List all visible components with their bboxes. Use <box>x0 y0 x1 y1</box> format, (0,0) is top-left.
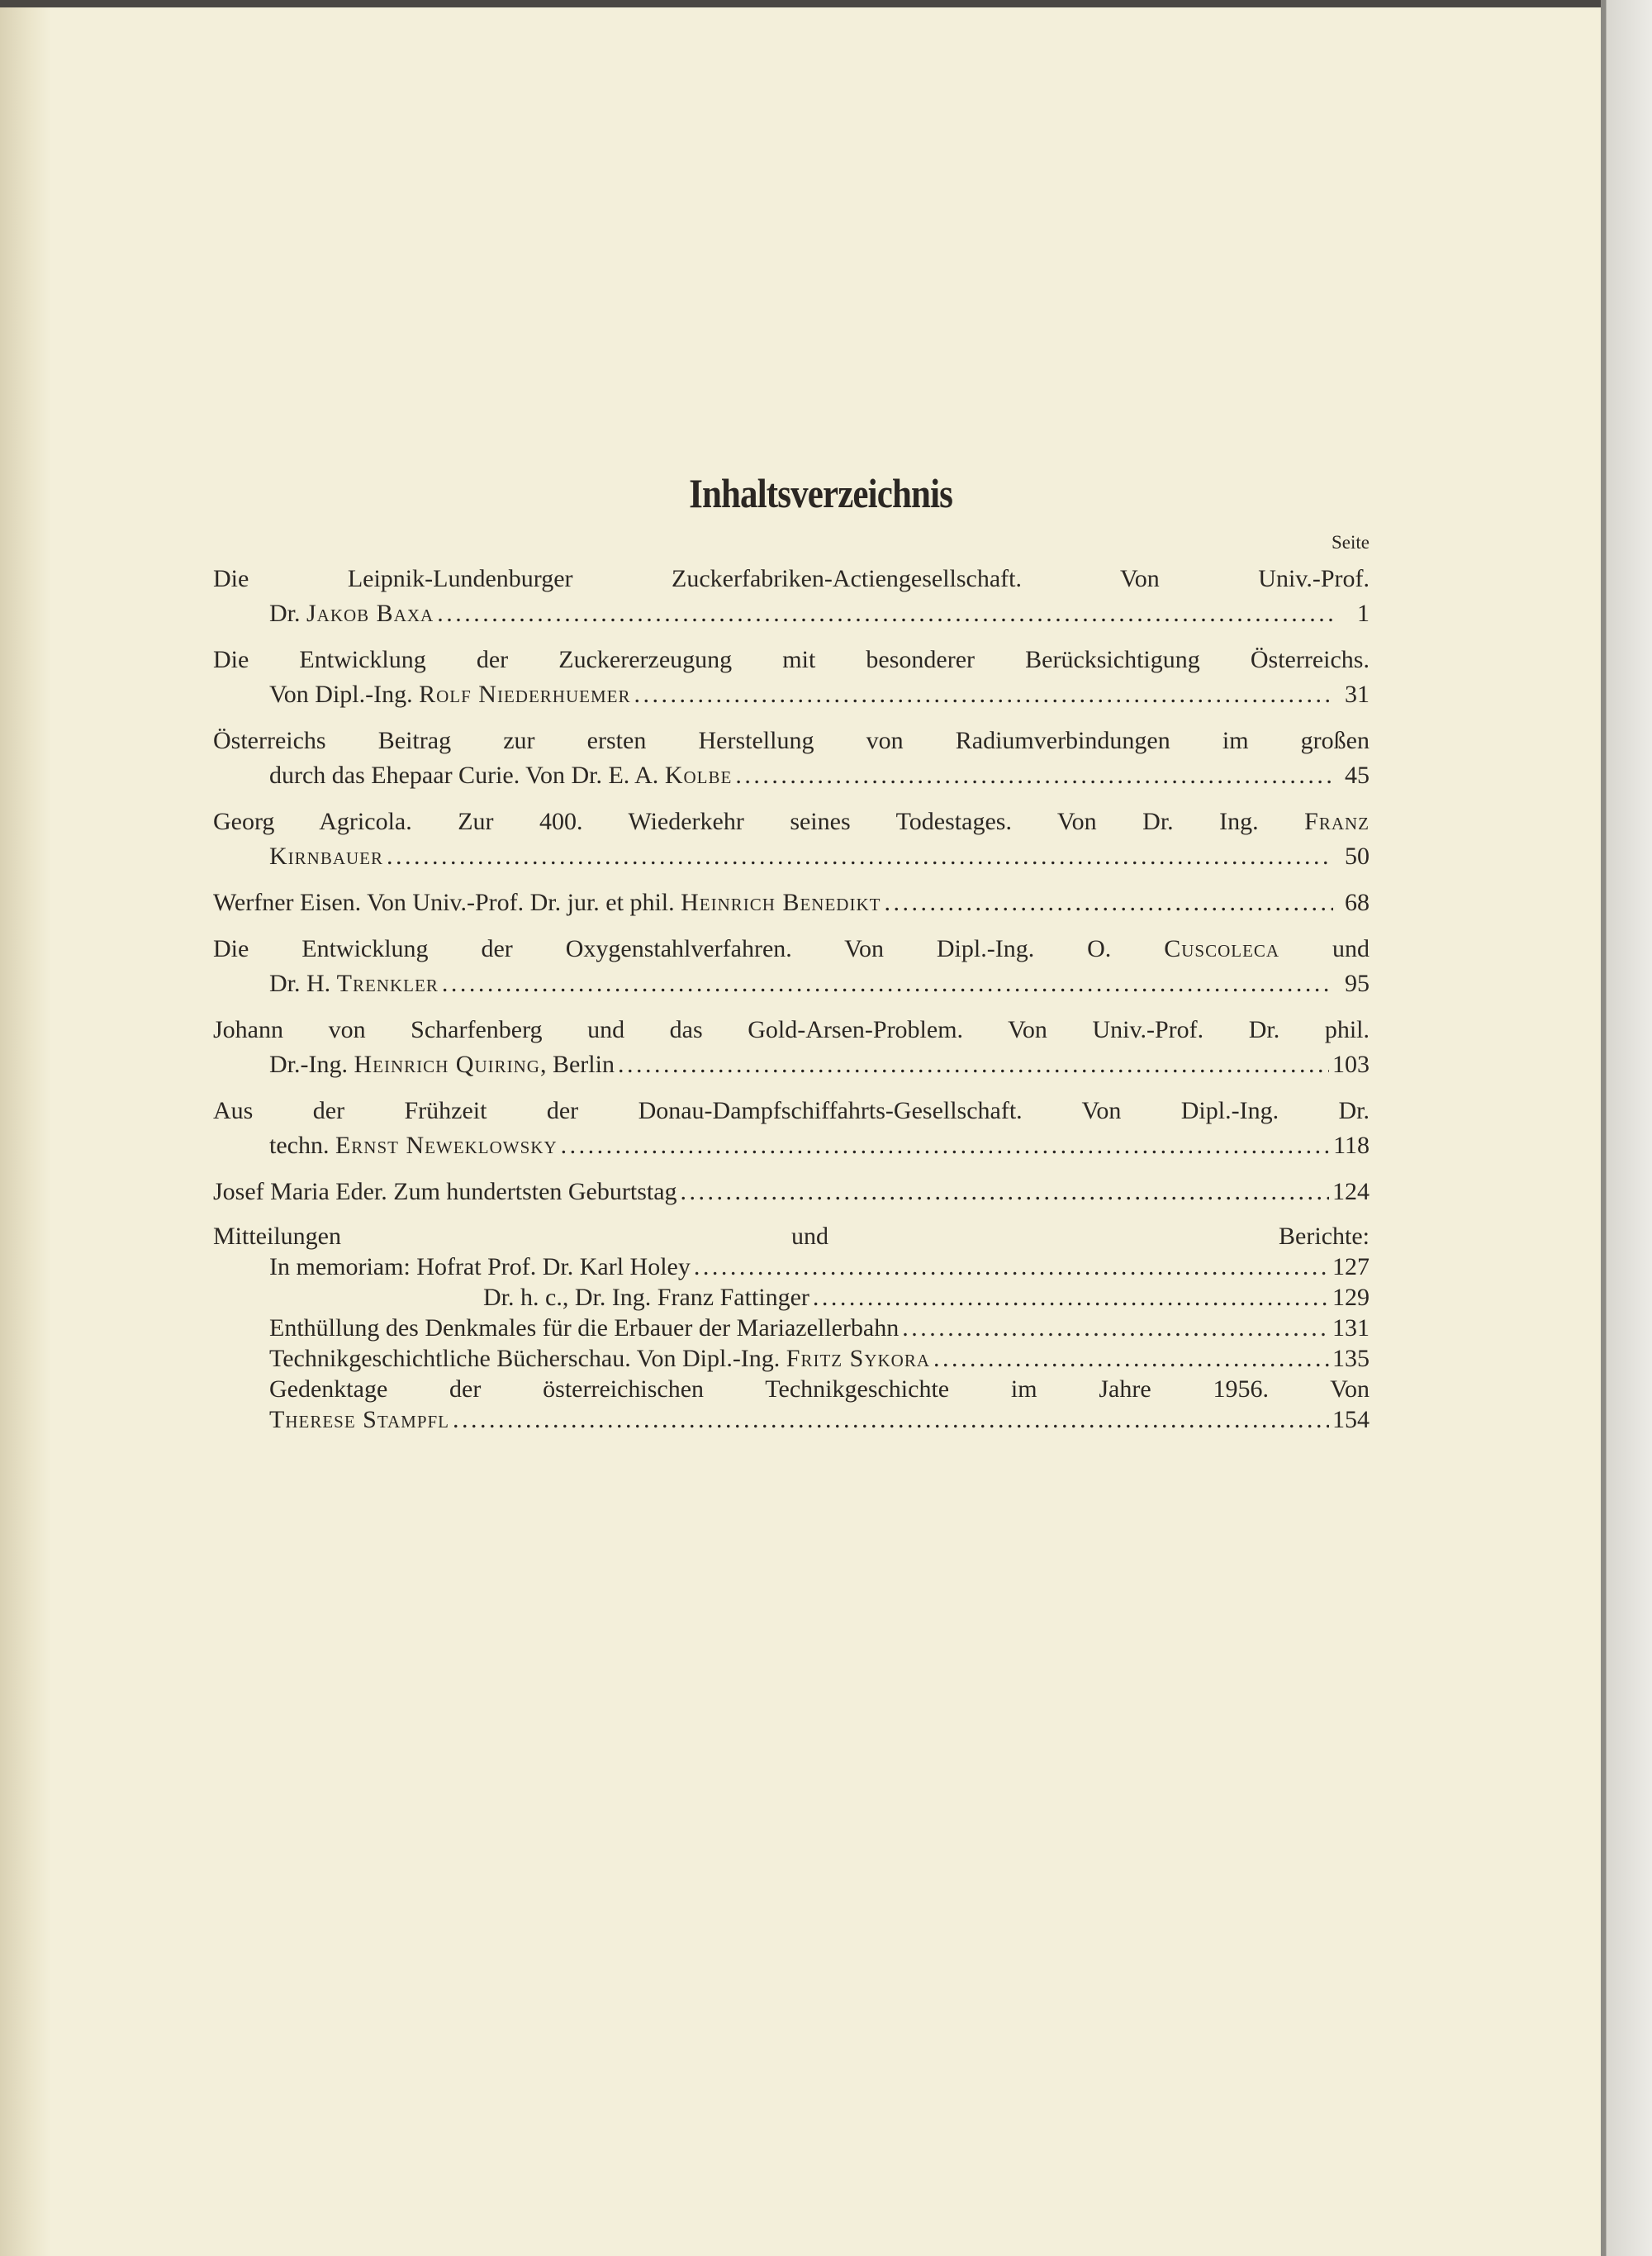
toc-line <box>213 1374 1370 1404</box>
toc-text: In memoriam: Hofrat Prof. Dr. Karl Holey <box>269 1253 691 1280</box>
page-number: 135 <box>1332 1345 1370 1372</box>
toc-text: Johann von Scharfenberg und das Gold-Arsen-Problem. Von Univ.-Prof. Dr. phil. <box>213 1016 1370 1043</box>
toc-line-text <box>269 1313 899 1343</box>
toc-line <box>213 1251 1370 1282</box>
toc-entry <box>213 1094 1370 1163</box>
page-number: 45 <box>1345 762 1370 789</box>
toc-line <box>213 1128 1370 1163</box>
toc-line-text <box>269 1251 691 1282</box>
toc-line <box>213 1221 1370 1251</box>
toc-text: Die Entwicklung der Zuckererzeugung mit besonderer Berücksichtigung Österreichs. <box>213 646 1370 673</box>
toc-line <box>213 758 1370 793</box>
dot-leader <box>813 1282 1329 1313</box>
author-name: Franz <box>1304 808 1370 835</box>
author-name: Cuscoleca <box>1164 935 1280 962</box>
toc-line-text <box>213 565 1370 592</box>
author-name: Jakob Baxa <box>306 600 434 627</box>
toc-text: Die Leipnik-Lundenburger Zuckerfabriken-Actiengesellschaft. Von Univ.-Prof. <box>213 565 1370 592</box>
author-name: Rolf Niederhuemer <box>419 681 631 708</box>
toc-line <box>213 1404 1370 1435</box>
author-name: Heinrich Quiring <box>354 1051 540 1078</box>
toc-text: , Berlin <box>539 1051 615 1078</box>
toc-line <box>213 1313 1370 1343</box>
toc-line <box>213 724 1370 758</box>
toc-text: Dr.-Ing. <box>269 1051 354 1078</box>
page-column-label: Seite <box>1332 532 1370 553</box>
page-number: 118 <box>1333 1132 1370 1159</box>
toc-text: Enthüllung des Denkmales für die Erbauer der Mariazellerbahn <box>269 1314 900 1342</box>
toc-line <box>213 886 1370 920</box>
toc-text: Von Dipl.-Ing. <box>269 681 420 708</box>
toc-line-text <box>213 727 1370 754</box>
page-number: 103 <box>1332 1051 1370 1078</box>
dot-leader <box>387 839 1333 874</box>
dot-leader <box>681 1175 1329 1209</box>
toc-text: Österreichs Beitrag zur ersten Herstellung von Radiumverbindungen im großen <box>213 727 1370 754</box>
page-number: 95 <box>1345 970 1370 997</box>
toc-entry <box>213 724 1370 793</box>
dot-leader <box>694 1251 1329 1282</box>
toc-line-text <box>269 758 732 793</box>
toc-text: techn. <box>269 1132 335 1159</box>
toc-line <box>213 596 1370 631</box>
page-number: 50 <box>1345 843 1370 870</box>
toc-text: Dr. h. c., Dr. Ing. Franz Fattinger <box>483 1284 809 1311</box>
table-of-contents <box>213 562 1370 1435</box>
toc-line <box>213 643 1370 677</box>
toc-line-text <box>269 967 439 1001</box>
toc-line <box>213 805 1370 839</box>
toc-line <box>213 932 1370 967</box>
dot-leader <box>618 1047 1329 1082</box>
toc-line <box>213 1343 1370 1374</box>
toc-entry <box>213 1175 1370 1209</box>
toc-line-text <box>269 839 383 874</box>
toc-line <box>213 1013 1370 1047</box>
toc-entry <box>213 805 1370 874</box>
toc-line <box>213 1047 1370 1082</box>
page-number: 131 <box>1332 1314 1370 1342</box>
toc-entry <box>213 886 1370 920</box>
toc-line-text <box>269 677 630 712</box>
toc-line-text <box>269 596 434 631</box>
toc-line <box>213 967 1370 1001</box>
toc-text: Josef Maria Eder. Zum hundertsten Geburtstag <box>213 1178 677 1205</box>
toc-text: Aus der Frühzeit der Donau-Dampfschiffahrts-Gesellschaft. Von Dipl.-Ing. Dr. <box>213 1097 1370 1124</box>
toc-line-text <box>269 1128 558 1163</box>
toc-entry <box>213 562 1370 631</box>
dot-leader <box>884 886 1333 920</box>
toc-line-text <box>213 646 1370 673</box>
page-number: 127 <box>1332 1253 1370 1280</box>
dot-leader <box>561 1128 1331 1163</box>
author-name: Heinrich Benedikt <box>681 889 881 916</box>
dot-leader <box>933 1343 1329 1374</box>
toc-text: Dr. <box>269 600 306 627</box>
page-number: 129 <box>1332 1284 1370 1311</box>
toc-line-text <box>269 1404 449 1435</box>
page-title: Inhaltsverzeichnis <box>689 470 953 516</box>
toc-text: Technikgeschichtliche Bücherschau. Von Dipl.-Ing. <box>269 1345 786 1372</box>
toc-line-text <box>213 1223 1370 1250</box>
toc-text: Die Entwicklung der Oxygenstahlverfahren. Von Dipl.-Ing. O. <box>213 935 1165 962</box>
toc-text: durch das Ehepaar Curie. Von Dr. E. A. <box>269 762 665 789</box>
author-name: Trenkler <box>336 970 439 997</box>
toc-line-text <box>483 1282 809 1313</box>
toc-line-text <box>269 1047 615 1082</box>
author-name: Kolbe <box>664 762 733 789</box>
dot-leader <box>735 758 1333 793</box>
page-number: 31 <box>1345 681 1370 708</box>
toc-entry <box>213 1221 1370 1435</box>
scan-top-border <box>0 0 1652 7</box>
dot-leader <box>634 677 1333 712</box>
toc-text: Dr. H. <box>269 970 337 997</box>
toc-line <box>213 677 1370 712</box>
toc-line <box>213 1282 1370 1313</box>
toc-line-text <box>269 1343 930 1374</box>
page-number: 1 <box>1357 600 1370 627</box>
page-right-edge <box>1601 0 1652 2256</box>
toc-line-text <box>213 886 881 920</box>
toc-line <box>213 1175 1370 1209</box>
page-number: 68 <box>1345 889 1370 916</box>
toc-line <box>213 839 1370 874</box>
author-name: Fritz Sykora <box>786 1345 930 1372</box>
dot-leader <box>453 1404 1329 1435</box>
dot-leader <box>437 596 1333 631</box>
toc-text: Gedenktage der österreichischen Technikgeschichte im Jahre 1956. Von <box>269 1375 1370 1403</box>
toc-line-text <box>213 808 1370 835</box>
toc-line <box>213 562 1370 596</box>
toc-text: Mitteilungen und Berichte: <box>213 1223 1370 1250</box>
toc-line-text <box>213 935 1370 962</box>
author-name: Therese Stampfl <box>269 1406 450 1433</box>
toc-line-text <box>213 1097 1370 1124</box>
author-name: Kirnbauer <box>269 843 384 870</box>
author-name: Ernst Neweklowsky <box>335 1132 558 1159</box>
toc-entry <box>213 932 1370 1001</box>
dot-leader <box>442 967 1333 1001</box>
toc-text: Georg Agricola. Zur 400. Wiederkehr seines Todestages. Von Dr. Ing. <box>213 808 1305 835</box>
toc-line <box>213 1094 1370 1128</box>
page-number: 124 <box>1332 1178 1370 1205</box>
toc-text: Werfner Eisen. Von Univ.-Prof. Dr. jur. et phil. <box>213 889 681 916</box>
toc-line-text <box>213 1175 677 1209</box>
toc-entry <box>213 1013 1370 1082</box>
dot-leader <box>902 1313 1329 1343</box>
toc-line-text <box>213 1016 1370 1043</box>
toc-text: und <box>1279 935 1370 962</box>
toc-line-text <box>269 1375 1370 1403</box>
facing-page-edge <box>0 0 51 2256</box>
page-number: 154 <box>1332 1406 1370 1433</box>
toc-entry <box>213 643 1370 712</box>
